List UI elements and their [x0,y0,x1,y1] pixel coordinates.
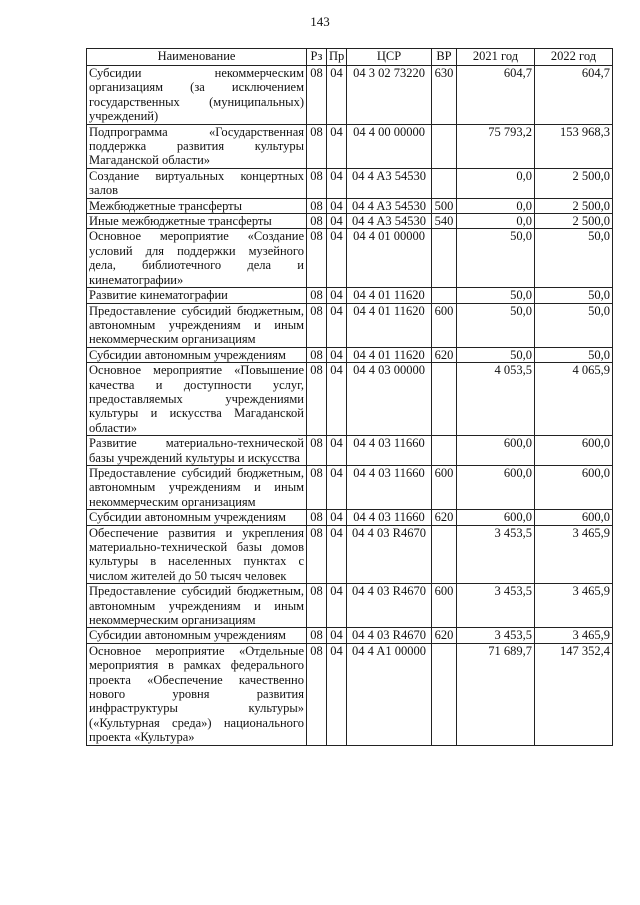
cell-2022: 2 500,0 [535,198,613,213]
cell-2022: 604,7 [535,66,613,125]
cell-csr: 04 4 03 11660 [347,465,432,509]
cell-csr: 04 4 01 11620 [347,288,432,303]
table-row [87,198,613,213]
cell-rz: 08 [307,363,327,436]
table-row [87,229,613,288]
cell-2022: 3 465,9 [535,584,613,628]
cell-2021: 50,0 [457,347,535,362]
cell-csr: 04 4 03 11660 [347,510,432,525]
cell-2021: 71 689,7 [457,643,535,745]
cell-2022: 600,0 [535,510,613,525]
table-row [87,168,613,198]
cell-2021: 50,0 [457,229,535,288]
cell-2022: 2 500,0 [535,168,613,198]
cell-vr: 600 [432,465,457,509]
cell-rz: 08 [307,347,327,362]
cell-vr: 630 [432,66,457,125]
table-header-row [87,49,613,66]
cell-name: Создание виртуальных концертных залов [87,168,307,198]
cell-vr: 620 [432,347,457,362]
cell-csr: 04 4 01 00000 [347,229,432,288]
page-number: 143 [310,14,330,29]
cell-rz: 08 [307,465,327,509]
cell-csr: 04 4 A3 54530 [347,214,432,229]
table-row [87,628,613,643]
cell-pr: 04 [327,363,347,436]
table-row [87,124,613,168]
cell-pr: 04 [327,229,347,288]
cell-pr: 04 [327,347,347,362]
cell-2021: 3 453,5 [457,584,535,628]
table-row [87,303,613,347]
cell-name: Основное мероприятие «Отдельные мероприятия в рамках федерального проекта «Обеспечение качественно нового уровня развития инфраструктуры культуры» («Культурная среда») национального проекта «Культура» [87,643,307,745]
table-row [87,525,613,584]
cell-csr: 04 4 03 11660 [347,436,432,466]
cell-2021: 600,0 [457,436,535,466]
cell-csr: 04 4 03 00000 [347,363,432,436]
cell-pr: 04 [327,643,347,745]
cell-csr: 04 4 03 R4670 [347,525,432,584]
cell-pr: 04 [327,303,347,347]
cell-vr [432,525,457,584]
cell-pr: 04 [327,465,347,509]
cell-rz: 08 [307,214,327,229]
cell-name: Межбюджетные трансферты [87,198,307,213]
cell-pr: 04 [327,436,347,466]
cell-2021: 3 453,5 [457,525,535,584]
table-row [87,363,613,436]
cell-rz: 08 [307,510,327,525]
table-row [87,214,613,229]
cell-2021: 50,0 [457,288,535,303]
cell-2022: 50,0 [535,229,613,288]
cell-vr: 620 [432,628,457,643]
header-name: Наименование [87,49,307,66]
header-vr: ВР [432,49,457,66]
cell-vr [432,124,457,168]
cell-name: Субсидии автономным учреждениям [87,628,307,643]
table-row [87,66,613,125]
cell-rz: 08 [307,66,327,125]
cell-csr: 04 4 A3 54530 [347,168,432,198]
cell-vr: 540 [432,214,457,229]
table-row [87,584,613,628]
cell-name: Основное мероприятие «Создание условий для поддержки музейного дела, библиотечного дела и кинематографии» [87,229,307,288]
cell-vr: 500 [432,198,457,213]
cell-rz: 08 [307,198,327,213]
cell-rz: 08 [307,124,327,168]
cell-csr: 04 4 01 11620 [347,303,432,347]
cell-rz: 08 [307,584,327,628]
cell-2021: 4 053,5 [457,363,535,436]
table-row [87,347,613,362]
table-row [87,643,613,745]
table-row [87,465,613,509]
cell-csr: 04 4 03 R4670 [347,584,432,628]
cell-vr: 600 [432,303,457,347]
cell-pr: 04 [327,66,347,125]
cell-2022: 50,0 [535,347,613,362]
cell-name: Предоставление субсидий бюджетным, автономным учреждениям и иным некоммерческим организациям [87,303,307,347]
cell-rz: 08 [307,168,327,198]
cell-name: Предоставление субсидий бюджетным, автономным учреждениям и иным некоммерческим организациям [87,465,307,509]
cell-rz: 08 [307,303,327,347]
cell-2022: 2 500,0 [535,214,613,229]
cell-name: Субсидии некоммерческим организациям (за исключением государственных (муниципальных) учреждений) [87,66,307,125]
cell-pr: 04 [327,198,347,213]
cell-csr: 04 3 02 73220 [347,66,432,125]
cell-vr [432,288,457,303]
header-2021: 2021 год [457,49,535,66]
cell-2022: 3 465,9 [535,628,613,643]
cell-pr: 04 [327,510,347,525]
cell-rz: 08 [307,643,327,745]
cell-pr: 04 [327,214,347,229]
cell-rz: 08 [307,229,327,288]
cell-2021: 0,0 [457,198,535,213]
cell-2021: 600,0 [457,510,535,525]
table-row [87,288,613,303]
cell-rz: 08 [307,436,327,466]
cell-2021: 0,0 [457,214,535,229]
cell-csr: 04 4 A3 54530 [347,198,432,213]
cell-2022: 3 465,9 [535,525,613,584]
cell-pr: 04 [327,288,347,303]
cell-2021: 0,0 [457,168,535,198]
cell-vr [432,229,457,288]
cell-rz: 08 [307,628,327,643]
cell-name: Развитие материально-технической базы учреждений культуры и искусства [87,436,307,466]
header-pr: Пр [327,49,347,66]
cell-pr: 04 [327,124,347,168]
cell-csr: 04 4 01 11620 [347,347,432,362]
cell-2021: 600,0 [457,465,535,509]
cell-name: Подпрограмма «Государственная поддержка развития культуры Магаданской области» [87,124,307,168]
cell-2022: 600,0 [535,465,613,509]
header-rz: Рз [307,49,327,66]
cell-2021: 3 453,5 [457,628,535,643]
cell-2022: 50,0 [535,303,613,347]
cell-vr [432,168,457,198]
header-csr: ЦСР [347,49,432,66]
cell-name: Обеспечение развития и укрепления материально-технической базы домов культуры в населенных пунктах с числом жителей до 50 тысяч человек [87,525,307,584]
cell-vr: 620 [432,510,457,525]
cell-pr: 04 [327,525,347,584]
cell-vr [432,643,457,745]
cell-vr [432,363,457,436]
cell-name: Субсидии автономным учреждениям [87,347,307,362]
cell-vr [432,436,457,466]
budget-table [86,48,613,746]
cell-rz: 08 [307,525,327,584]
cell-pr: 04 [327,168,347,198]
cell-name: Предоставление субсидий бюджетным, автономным учреждениям и иным некоммерческим организациям [87,584,307,628]
cell-csr: 04 4 00 00000 [347,124,432,168]
cell-name: Субсидии автономным учреждениям [87,510,307,525]
cell-csr: 04 4 A1 00000 [347,643,432,745]
cell-2021: 604,7 [457,66,535,125]
cell-2021: 50,0 [457,303,535,347]
cell-2022: 153 968,3 [535,124,613,168]
cell-2022: 50,0 [535,288,613,303]
header-2022: 2022 год [535,49,613,66]
cell-pr: 04 [327,628,347,643]
cell-2022: 600,0 [535,436,613,466]
cell-rz: 08 [307,288,327,303]
cell-name: Иные межбюджетные трансферты [87,214,307,229]
cell-2022: 147 352,4 [535,643,613,745]
cell-2022: 4 065,9 [535,363,613,436]
cell-csr: 04 4 03 R4670 [347,628,432,643]
cell-2021: 75 793,2 [457,124,535,168]
cell-pr: 04 [327,584,347,628]
cell-name: Развитие кинематографии [87,288,307,303]
table-row [87,436,613,466]
table-row [87,510,613,525]
cell-name: Основное мероприятие «Повышение качества и доступности услуг, предоставляемых учреждениями культуры и искусства Магаданской области» [87,363,307,436]
cell-vr: 600 [432,584,457,628]
